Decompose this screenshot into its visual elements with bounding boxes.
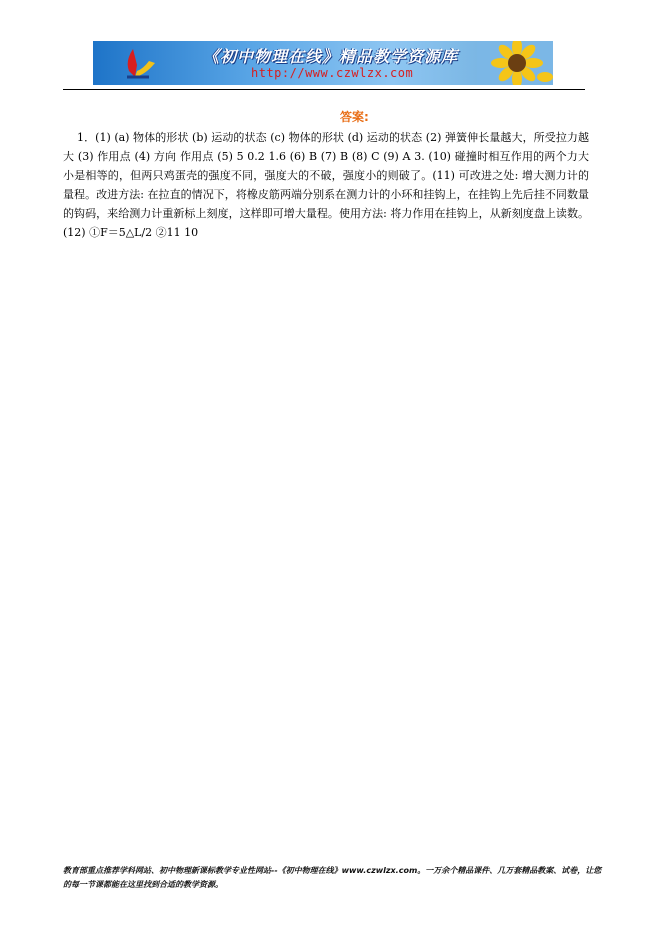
banner-url: http://www.czwlzx.com — [251, 66, 414, 80]
header-banner — [93, 41, 553, 85]
footer-text: 教育部重点推荐学科网站、初中物理新课标教学专业性网站--《初中物理在线》www.czwlzx.com。一万余个精品课件、几万套精品教案、试卷，让您的每一节课都能在这里找到合适的教学资源。 — [63, 866, 602, 889]
header-divider — [63, 89, 585, 90]
answer-body: 1．(1) (a) 物体的形状 (b) 运动的状态 (c) 物体的形状 (d) 运动的状态 (2) 弹簧伸长量越大，所受拉力越大 (3) 作用点 (4) 方向 作用点 (5) 5 0.2 1.6 (6) B (7) B (8) C (9) A 3. (10) 碰撞时相互作用的两个力大小是相等的，但两只鸡蛋壳的强度不同，强度大的不破，强度小的则破了。(11) 可改进之处: 增大测力计的量程。改进方法: 在拉直的情况下，将橡皮筋两端分别系在测力计的小环和挂钩上，在挂钩上先后挂不同数量的钩码，来给测力计重新标上刻度，这样即可增大量程。使用方法: 将力作用在挂钩上，从新刻度盘上读数。(12) ①F＝5△L/2 ②11 10 — [63, 131, 589, 239]
banner-title: 《初中物理在线》精品教学资源库 — [203, 47, 459, 66]
sunflower-icon — [477, 41, 553, 85]
logo-icon — [119, 47, 159, 81]
answer-heading: 答案: — [340, 110, 369, 124]
